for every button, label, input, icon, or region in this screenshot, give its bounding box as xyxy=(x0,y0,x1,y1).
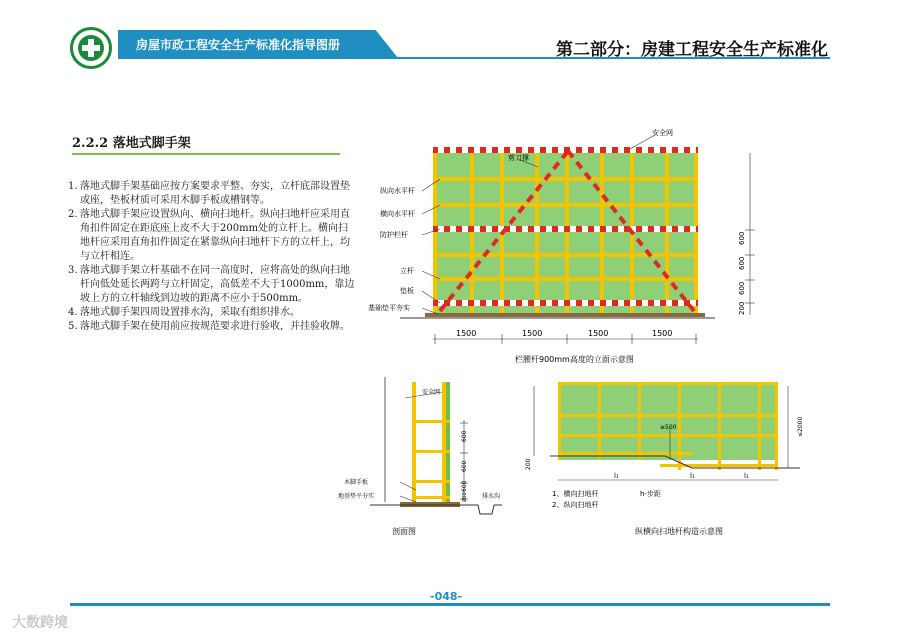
dim-span: 1500 xyxy=(588,329,609,338)
section-diagram xyxy=(330,372,510,542)
label-long-bar: 纵向水平杆 xyxy=(380,187,415,195)
dim-height: 600 xyxy=(461,430,468,442)
header-right-title: 第二部分：房建工程安全生产标准化 xyxy=(556,40,828,60)
list-item: 3. 落地式脚手架立杆基础不在同一高度时，应将高处的纵向扫地杆向低处延长两跨与立杆固定，高低差不大于1000mm，靠边坡上方的立杆轴线到边坡的距离不应小于500mm。 xyxy=(68,265,355,304)
guard-bar-bottom xyxy=(433,300,698,306)
legend-2: 2、纵向扫地杆 xyxy=(552,501,599,509)
watermark: 大数跨境 xyxy=(12,615,68,631)
label-limit: ≥500 xyxy=(660,424,677,431)
dim-height: 600 xyxy=(738,256,746,270)
safety-logo-icon xyxy=(70,27,112,69)
inner-pole xyxy=(412,382,416,502)
label-h2000: ≤2000 xyxy=(797,416,804,437)
dim-span: 1500 xyxy=(652,329,673,338)
dim-height: 600 xyxy=(738,281,746,295)
dim-height: 600 xyxy=(461,460,468,472)
label-scissor: 剪刀撑 xyxy=(508,154,529,162)
list-item: 5. 落地式脚手架在使用前应按规范要求进行验收，并挂验收牌。 xyxy=(68,321,350,332)
list-item: 1. 落地式脚手架基础应按方案要求平整、夯实，立杆底部设置垫或座，垫板材质可采用木脚手板或槽钢等。 xyxy=(68,181,350,206)
legend-1: 1、横向扫地杆 xyxy=(552,490,599,498)
elevation-caption: 栏腰杆900mm高度的立面示意图 xyxy=(515,355,634,364)
label-pad: 垫板 xyxy=(400,287,414,295)
label-guard: 防护栏杆 xyxy=(380,231,408,239)
dim-height: 600 xyxy=(738,231,746,245)
sweep-diagram xyxy=(520,372,820,542)
dim-span: 1500 xyxy=(522,329,543,338)
label-la: l₁ xyxy=(744,472,749,480)
label-la: l₁ xyxy=(614,472,619,480)
label-la: l₁ xyxy=(690,472,695,480)
header-left-title: 房屋市政工程安全生产标准化指导图册 xyxy=(136,38,341,52)
list-item: 2. 落地式脚手架应设置纵向、横向扫地杆。纵向扫地杆应采用直角扣件固定在距底座上皮不大于200mm处的立杆上。横向扫地杆应采用直角扣件固定在紧靠纵向扫地杆下方的立杆上，均与立杆相连。 xyxy=(68,209,350,262)
sweep-bar-upper xyxy=(558,452,693,455)
label-pole: 立杆 xyxy=(400,267,414,275)
label-drain: 排水沟 xyxy=(482,493,501,500)
section-rule xyxy=(72,153,340,155)
elevation-diagram xyxy=(360,125,780,370)
item-list xyxy=(68,180,358,334)
sweep-caption: 纵横向扫地杆构造示意图 xyxy=(635,527,723,536)
net-panel xyxy=(558,382,778,460)
dim-height: 600 xyxy=(461,480,468,492)
label-h200: 200 xyxy=(525,458,532,470)
guard-bar-mid xyxy=(433,226,698,232)
dim-span: 1500 xyxy=(456,329,477,338)
label-board: 木脚手板 xyxy=(344,479,369,486)
dim-height: 200 xyxy=(462,492,468,502)
list-item: 4. 落地式脚手架四周设置排水沟，采取有组织排水。 xyxy=(68,307,300,318)
section-caption: 剖面图 xyxy=(392,527,416,536)
label-cross-bar: 横向水平杆 xyxy=(380,210,415,218)
dim-height: 200 xyxy=(738,301,746,315)
section-title: 2.2.2 落地式脚手架 xyxy=(72,136,191,151)
drain-trench xyxy=(470,505,502,514)
sweep-bar-lower xyxy=(660,464,778,467)
net-strip xyxy=(446,382,450,502)
label-safety-net: 安全网 xyxy=(422,389,441,396)
footer-rule xyxy=(70,603,830,606)
page-number: -048- xyxy=(430,590,463,603)
label-base: 地基垫平夯实 xyxy=(338,493,375,500)
label-sweep: 基础垫平夯实 xyxy=(368,304,410,312)
outer-pole xyxy=(442,382,446,502)
legend-h: h-步距 xyxy=(640,490,661,498)
label-safety-net: 安全网 xyxy=(652,129,673,137)
ground-pad xyxy=(425,313,705,317)
